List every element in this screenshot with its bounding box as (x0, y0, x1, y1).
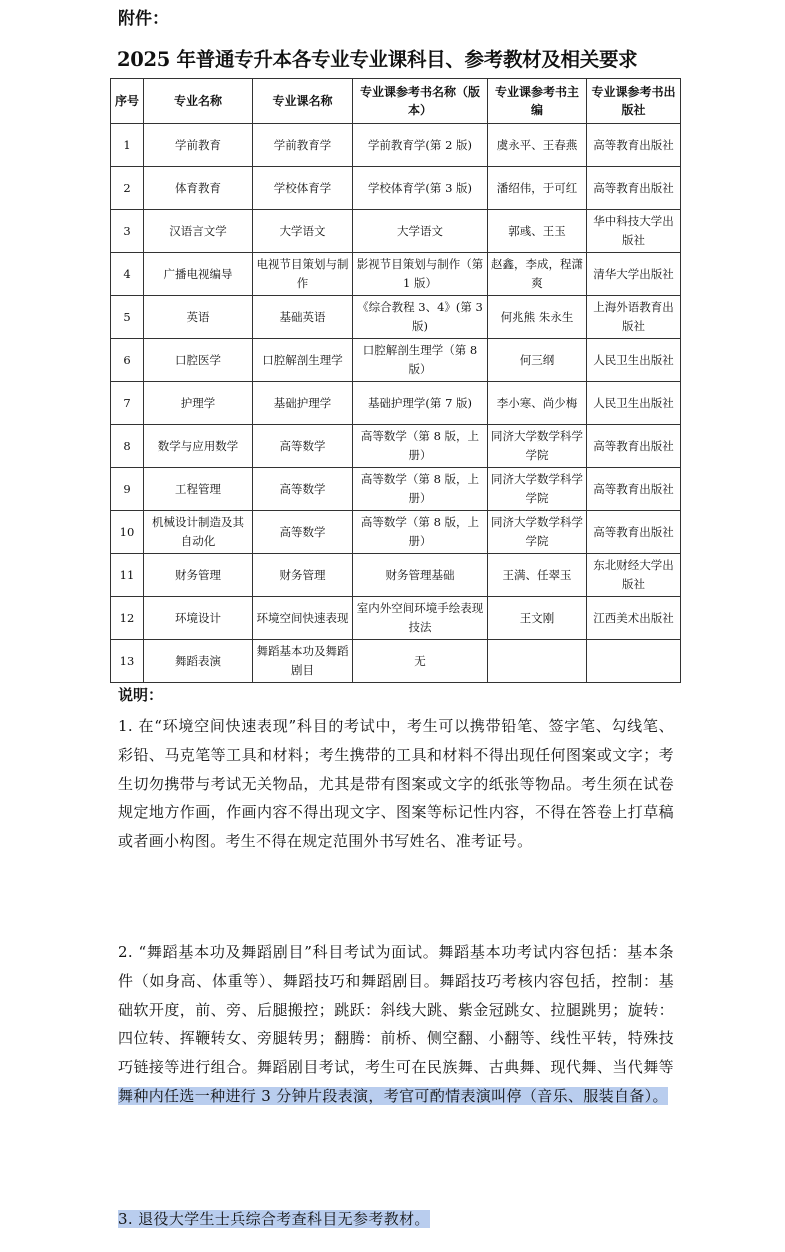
cell-major: 机械设计制造及其自动化 (144, 511, 253, 554)
table-row (111, 124, 681, 167)
cell-major: 汉语言文学 (144, 210, 253, 253)
cell-book: 高等数学（第 8 版，上册） (353, 468, 488, 511)
table-header-row (111, 79, 681, 124)
cell-publisher: 人民卫生出版社 (587, 382, 681, 425)
cell-publisher: 高等教育出版社 (587, 425, 681, 468)
cell-major: 广播电视编导 (144, 253, 253, 296)
cell-book: 高等数学（第 8 版，上册） (353, 511, 488, 554)
cell-index: 8 (111, 425, 144, 468)
cell-publisher: 人民卫生出版社 (587, 339, 681, 382)
cell-course: 大学语文 (253, 210, 353, 253)
cell-editor: 何兆熊 朱永生 (488, 296, 587, 339)
cell-major: 环境设计 (144, 597, 253, 640)
cell-index: 2 (111, 167, 144, 210)
cell-editor (488, 640, 587, 683)
cell-course: 基础护理学 (253, 382, 353, 425)
cell-index: 1 (111, 124, 144, 167)
header-editor: 专业课参考书主编 (488, 79, 587, 124)
table-row (111, 253, 681, 296)
header-course: 专业课名称 (253, 79, 353, 124)
cell-book: 财务管理基础 (353, 554, 488, 597)
cell-index: 11 (111, 554, 144, 597)
cell-major: 学前教育 (144, 124, 253, 167)
table-row (111, 597, 681, 640)
cell-publisher: 清华大学出版社 (587, 253, 681, 296)
cell-major: 舞蹈表演 (144, 640, 253, 683)
table-row (111, 640, 681, 683)
table-row (111, 296, 681, 339)
cell-book: 室内外空间环境手绘表现技法 (353, 597, 488, 640)
cell-publisher (587, 640, 681, 683)
cell-book: 基础护理学(第 7 版) (353, 382, 488, 425)
cell-major: 工程管理 (144, 468, 253, 511)
cell-editor: 李小寒、尚少梅 (488, 382, 587, 425)
cell-publisher: 高等教育出版社 (587, 167, 681, 210)
table-row (111, 554, 681, 597)
cell-editor: 郭彧、王玉 (488, 210, 587, 253)
cell-editor: 何三纲 (488, 339, 587, 382)
cell-index: 4 (111, 253, 144, 296)
note-3-highlight: 3. 退役大学生士兵综合考查科目无参考教材。 (118, 1210, 430, 1228)
note-2-text: 2. “舞蹈基本功及舞蹈剧目”科目考试为面试。舞蹈基本功考试内容包括：基本条件（如身高、体重等）、舞蹈技巧和舞蹈剧目。舞蹈技巧考核内容包括，控制：基础软开度，前、旁、后腿搬控；跳跃：斜线大跳、紫金冠跳女、拉腿跳男；旋转：四位转、挥鞭转女、旁腿转男；翻腾：前桥、侧空翻、小翻等、线性平转，特殊技巧链接等进行组合。舞蹈剧目考试，考生可在民族舞、古典舞、现代舞、当代舞等 (118, 943, 674, 1077)
cell-course: 电视节目策划与制作 (253, 253, 353, 296)
note-2-highlight: 舞种内任选一种进行 3 分钟片段表演，考官可酌情表演叫停（音乐、服装自备）。 (118, 1086, 668, 1105)
notes-heading: 说明： (118, 686, 164, 704)
cell-course: 学校体育学 (253, 167, 353, 210)
cell-course: 口腔解剖生理学 (253, 339, 353, 382)
cell-index: 7 (111, 382, 144, 425)
curriculum-table (110, 78, 681, 683)
cell-editor: 赵鑫，李成，程潇爽 (488, 253, 587, 296)
cell-book: 学前教育学(第 2 版) (353, 124, 488, 167)
cell-major: 护理学 (144, 382, 253, 425)
cell-course: 舞蹈基本功及舞蹈剧目 (253, 640, 353, 683)
header-book: 专业课参考书名称（版本） (353, 79, 488, 124)
cell-book: 无 (353, 640, 488, 683)
cell-course: 学前教育学 (253, 124, 353, 167)
table-row (111, 210, 681, 253)
cell-index: 10 (111, 511, 144, 554)
cell-course: 高等数学 (253, 468, 353, 511)
cell-major: 英语 (144, 296, 253, 339)
cell-course: 基础英语 (253, 296, 353, 339)
cell-major: 财务管理 (144, 554, 253, 597)
header-major: 专业名称 (144, 79, 253, 124)
table-row (111, 167, 681, 210)
cell-index: 3 (111, 210, 144, 253)
cell-publisher: 华中科技大学出版社 (587, 210, 681, 253)
cell-editor: 同济大学数学科学学院 (488, 468, 587, 511)
cell-index: 12 (111, 597, 144, 640)
cell-editor: 王文刚 (488, 597, 587, 640)
cell-editor: 潘绍伟，于可红 (488, 167, 587, 210)
cell-book: 口腔解剖生理学（第 8 版） (353, 339, 488, 382)
page-title: 2025 年普通专升本各专业专业课科目、参考教材及相关要求 (117, 48, 638, 71)
cell-publisher: 高等教育出版社 (587, 511, 681, 554)
cell-editor: 同济大学数学科学学院 (488, 511, 587, 554)
attachment-label: 附件： (118, 9, 169, 29)
cell-course: 高等数学 (253, 425, 353, 468)
note-2 (118, 938, 674, 1111)
cell-book: 高等数学（第 8 版，上册） (353, 425, 488, 468)
header-publisher: 专业课参考书出版社 (587, 79, 681, 124)
cell-index: 9 (111, 468, 144, 511)
cell-major: 数学与应用数学 (144, 425, 253, 468)
cell-editor: 王满、任翠玉 (488, 554, 587, 597)
cell-publisher: 高等教育出版社 (587, 468, 681, 511)
cell-publisher: 江西美术出版社 (587, 597, 681, 640)
cell-editor: 同济大学数学科学学院 (488, 425, 587, 468)
table-row (111, 425, 681, 468)
cell-book: 大学语文 (353, 210, 488, 253)
cell-index: 6 (111, 339, 144, 382)
cell-book: 学校体育学(第 3 版) (353, 167, 488, 210)
cell-course: 环境空间快速表现 (253, 597, 353, 640)
cell-course: 财务管理 (253, 554, 353, 597)
cell-publisher: 高等教育出版社 (587, 124, 681, 167)
cell-course: 高等数学 (253, 511, 353, 554)
note-3 (118, 1205, 430, 1234)
cell-index: 5 (111, 296, 144, 339)
cell-major: 体育教育 (144, 167, 253, 210)
header-index: 序号 (111, 79, 144, 124)
cell-book: 影视节目策划与制作（第 1 版） (353, 253, 488, 296)
note-1: 1. 在“环境空间快速表现”科目的考试中，考生可以携带铅笔、签字笔、勾线笔、彩铅、马克笔等工具和材料；考生携带的工具和材料不得出现任何图案或文字；考生切勿携带与考试无关物品，尤其是带有图案或文字的纸张等物品。考生须在试卷规定地方作画，作画内容不得出现文字、图案等标记性内容，不得在答卷上打草稿或者画小构图。考生不得在规定范围外书写姓名、准考证号。 (118, 717, 674, 851)
table-body (111, 124, 681, 683)
cell-editor: 虞永平、王春燕 (488, 124, 587, 167)
cell-major: 口腔医学 (144, 339, 253, 382)
cell-book: 《综合教程 3、4》(第 3 版) (353, 296, 488, 339)
cell-index: 13 (111, 640, 144, 683)
table-row (111, 511, 681, 554)
table-row (111, 468, 681, 511)
cell-publisher: 上海外语教育出版社 (587, 296, 681, 339)
table-row (111, 339, 681, 382)
cell-publisher: 东北财经大学出版社 (587, 554, 681, 597)
table-row (111, 382, 681, 425)
